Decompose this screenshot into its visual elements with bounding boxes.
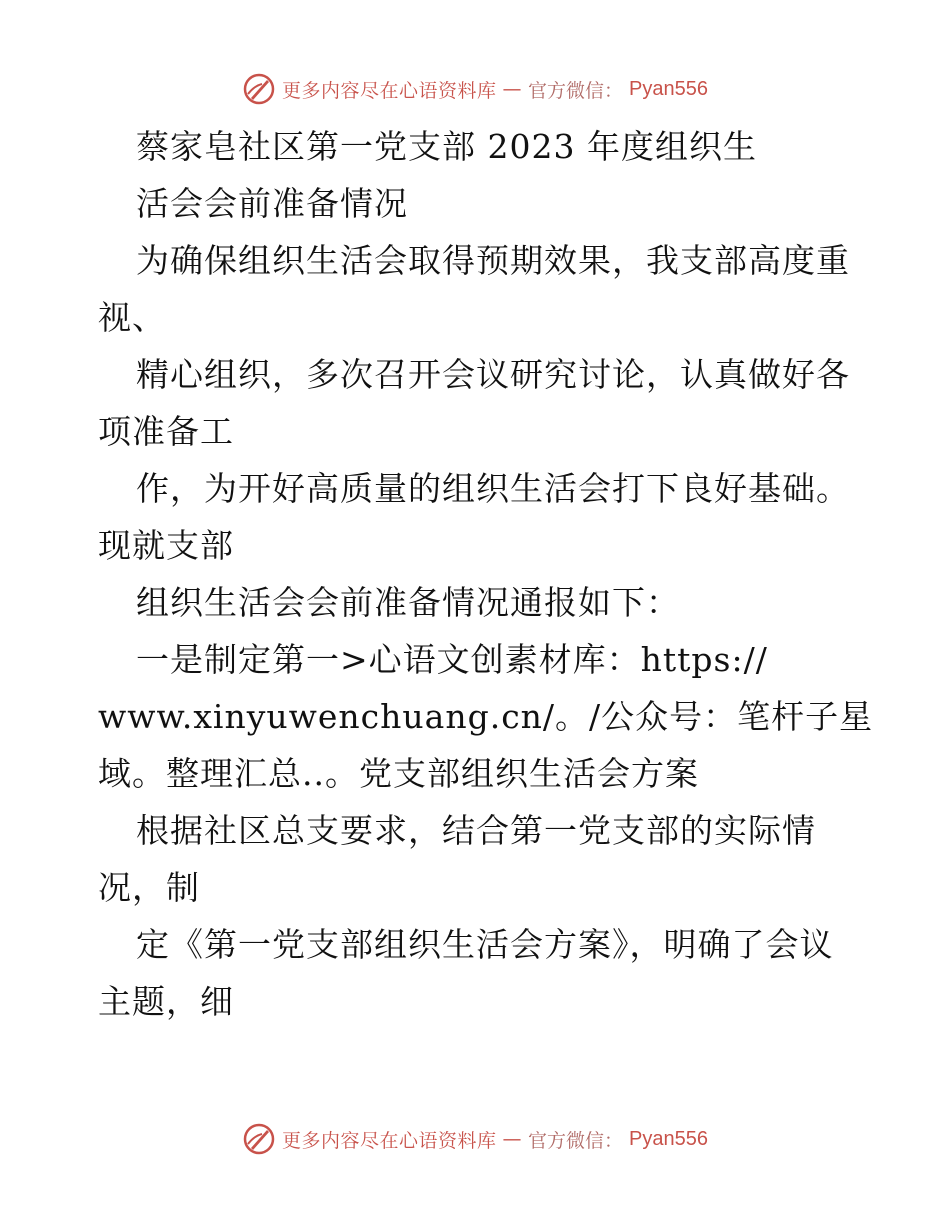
paragraph-line: 定《第一党支部组织生活会方案》，明确了会议 <box>136 925 834 964</box>
watermark-footer <box>0 1122 950 1156</box>
paragraph-line: 况，制 <box>98 868 200 907</box>
watermark-id: Pyan556 <box>629 77 708 100</box>
paragraph-line: 一是制定第一>心语文创素材库：https:// <box>136 640 768 679</box>
watermark-label: 官方微信： <box>528 79 624 102</box>
document-body <box>98 118 874 1030</box>
paragraph-line: 域。整理汇总..。党支部组织生活会方案 <box>98 754 699 793</box>
paragraph-line: 项准备工 <box>98 412 234 451</box>
document-title-line-1: 蔡家皂社区第一党支部 2023 年度组织生 <box>136 127 757 166</box>
watermark-label: 官方微信： <box>528 1129 624 1152</box>
watermark-text: 更多内容尽在心语资料库 <box>282 79 497 102</box>
watermark-dash: — <box>502 1128 523 1150</box>
paragraph-line: 视、 <box>98 298 166 337</box>
document-title-line-2: 活会会前准备情况 <box>136 184 408 223</box>
quill-logo-icon <box>242 1122 276 1156</box>
watermark-text: 更多内容尽在心语资料库 <box>282 1129 497 1152</box>
watermark-dash: — <box>502 78 523 100</box>
paragraph-line: 精心组织，多次召开会议研究讨论，认真做好各 <box>136 355 850 394</box>
paragraph-line: 根据社区总支要求，结合第一党支部的实际情 <box>136 811 816 850</box>
paragraph-line: 主题，细 <box>98 982 234 1021</box>
paragraph-line: 为确保组织生活会取得预期效果，我支部高度重 <box>136 241 850 280</box>
paragraph-line: 组织生活会会前准备情况通报如下： <box>136 583 680 622</box>
watermark-id: Pyan556 <box>629 1127 708 1150</box>
quill-logo-icon <box>242 72 276 106</box>
paragraph-line: 作，为开好高质量的组织生活会打下良好基础。 <box>136 469 850 508</box>
paragraph-line: 现就支部 <box>98 526 234 565</box>
paragraph-line: www.xinyuwenchuang.cn/。/公众号：笔杆子星 <box>98 697 874 736</box>
watermark-header <box>0 72 950 106</box>
